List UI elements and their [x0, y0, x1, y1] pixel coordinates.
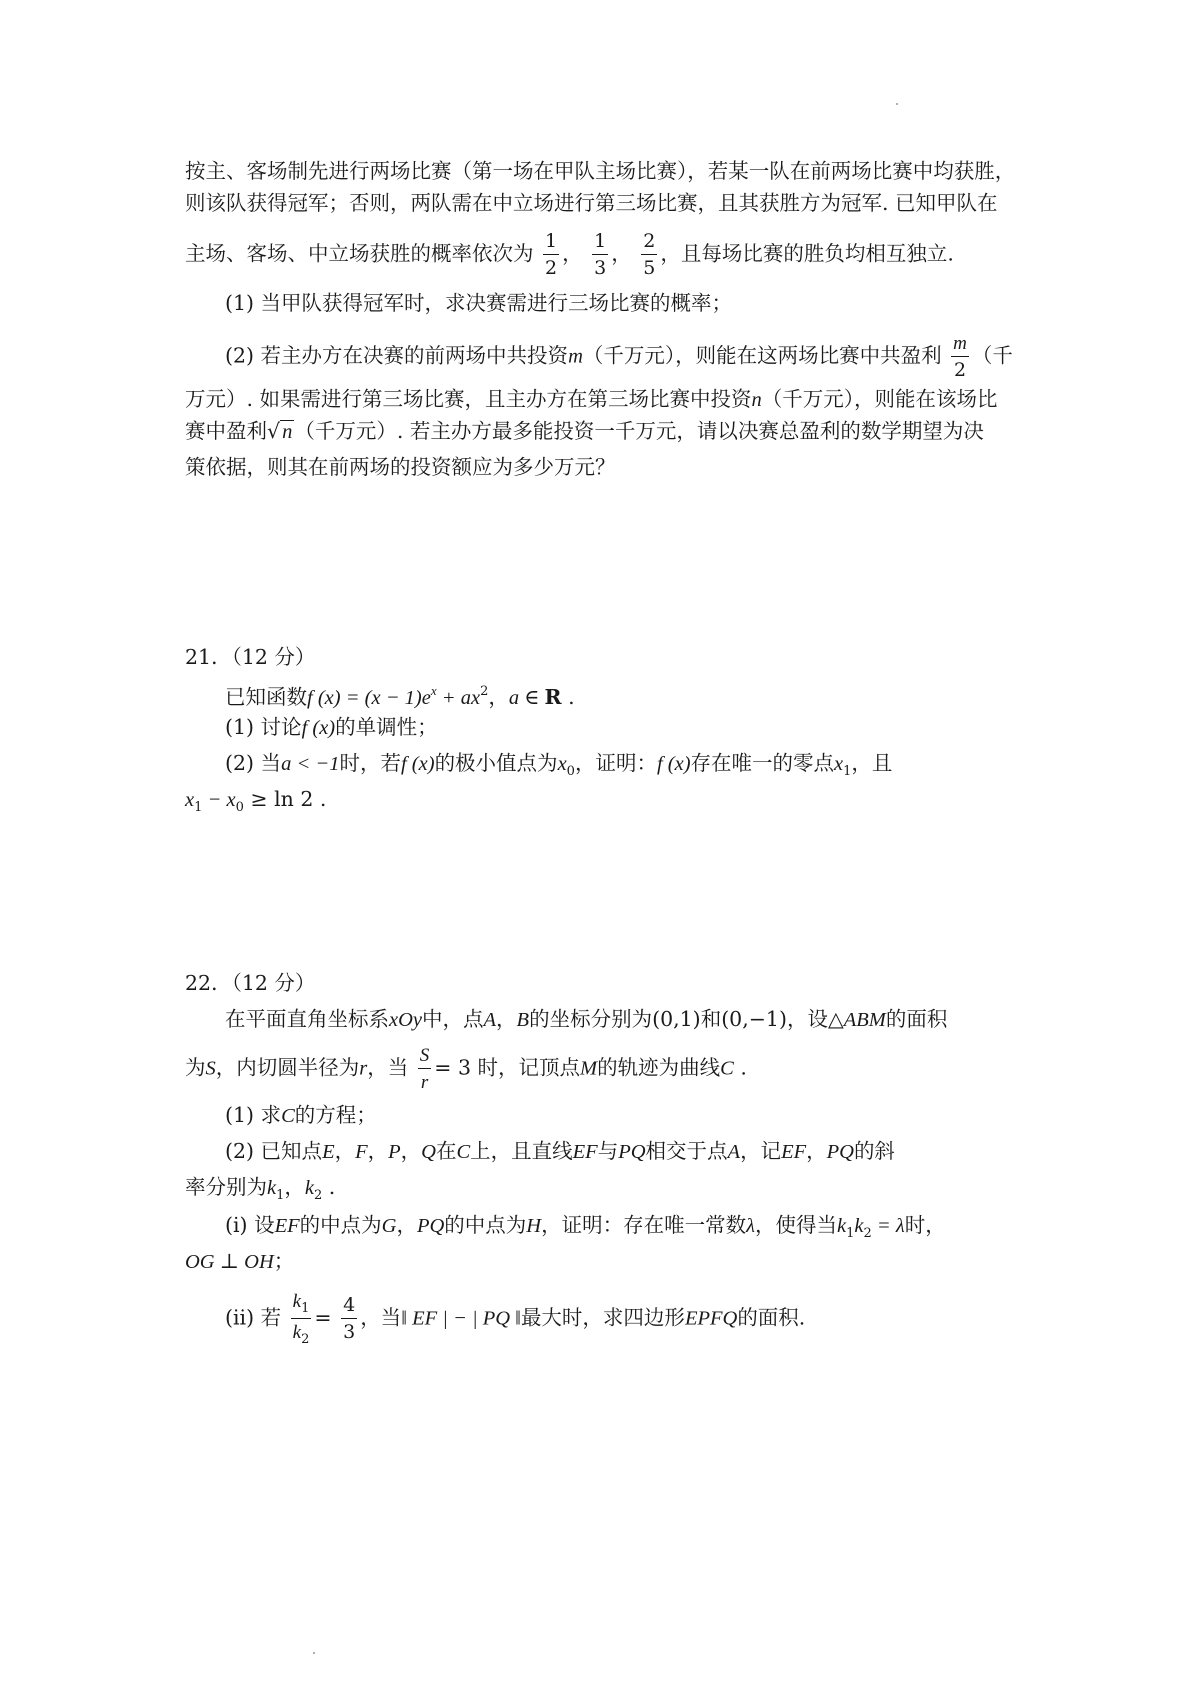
q22-part-2-i: (i) 设EF的中点为G，PQ的中点为H，证明：存在唯一常数λ，使得当$k_1k_2 = \lambda$时， — [225, 1213, 946, 1241]
fraction-m-over-2: $\frac{m}{2}$ — [953, 333, 967, 381]
scan-speck — [313, 1652, 315, 1654]
fraction-k1-over-k2: $\frac{k_1}{k_2}$ — [292, 1291, 310, 1347]
q22-line-2: 为S，内切圆半径为r，当 $\frac{S}{r}$ = 3 时，记顶点M的轨迹为曲线C . — [185, 1045, 747, 1093]
fraction-four-thirds: $\frac{4}{3}$ — [343, 1294, 356, 1343]
q21-part-2: (2) 当a < −1时，若f (x)的极小值点为$x_0$，证明：f (x)存在唯一的零点$x_1$，且 — [225, 751, 893, 779]
q20-line-5: 万元）. 如果需进行第三场比赛，且主办方在第三场比赛中投资n（千万元），则能在该场比 — [185, 387, 998, 411]
q20-part-1: (1) 当甲队获得冠军时，求决赛需进行三场比赛的概率； — [225, 291, 733, 315]
sqrt-n: √n — [267, 419, 293, 443]
q20-line-2: 则该队获得冠军；否则，两队需在中立场进行第三场比赛，且其获胜方为冠军. 已知甲队在 — [185, 191, 998, 215]
q22-part-1: (1) 求C的方程； — [225, 1103, 377, 1127]
q22-heading: 22．（12 分） — [185, 971, 316, 995]
q20-part-2: (2) 若主办方在决赛的前两场中共投资m（千万元），则能在这两场比赛中共盈利 $\frac{m}{2}$ （千 — [225, 333, 1013, 381]
q20-line-6: 赛中盈利√n（千万元）. 若主办方最多能投资一千万元，请以决赛总盈利的数学期望为决 — [185, 416, 1025, 447]
fraction-one-half: $\frac{1}{2}$ — [545, 230, 558, 279]
q21-line-4: $x_1 - x_0 \ge \ln 2$ . — [185, 787, 327, 815]
q22-line-1: 在平面直角坐标系xOy中，点A，B的坐标分别为(0,1)和(0,−1)，设△ABM的面积 — [225, 1007, 948, 1031]
scan-speck — [896, 103, 898, 105]
q21-heading: 21．（12 分） — [185, 645, 316, 669]
q20-line-7: 策依据，则其在前两场的投资额应为多少万元？ — [185, 455, 616, 479]
q22-part-2-ii: (ii) 若 $\frac{k_1}{k_2}$ = $\frac{4}{3}$ ，当‖ EF | − | PQ ‖最大时，求四边形EPFQ的面积. — [225, 1291, 806, 1347]
fraction-one-third: $\frac{1}{3}$ — [594, 230, 607, 279]
q20-line-3: 主场、客场、中立场获胜的概率依次为 $\frac{1}{2}$ ， $\frac{1}{3}$ ， $\frac{2}{5}$ ，且每场比赛的胜负均相互独立. — [185, 230, 954, 279]
fraction-two-fifths: $\frac{2}{5}$ — [643, 230, 656, 279]
q20-line-1: 按主、客场制先进行两场比赛（第一场在甲队主场比赛），若某一队在前两场比赛中均获胜， — [185, 159, 1016, 183]
q22-line-5: 率分别为$k_1$，$k_2$ . — [185, 1175, 336, 1203]
q22-line-7: OG ⊥ OH； — [185, 1249, 295, 1273]
q21-line-1: 已知函数f $(x) = (x - 1)e^x + ax^2$，a ∈ R . — [225, 683, 575, 709]
q22-part-2: (2) 已知点E，F，P，Q在C上，且直线EF与PQ相交于点A，记EF，PQ的斜 — [225, 1139, 895, 1163]
fraction-s-over-r: $\frac{S}{r}$ — [419, 1045, 430, 1093]
q21-part-1: (1) 讨论f (x)的单调性； — [225, 715, 438, 739]
